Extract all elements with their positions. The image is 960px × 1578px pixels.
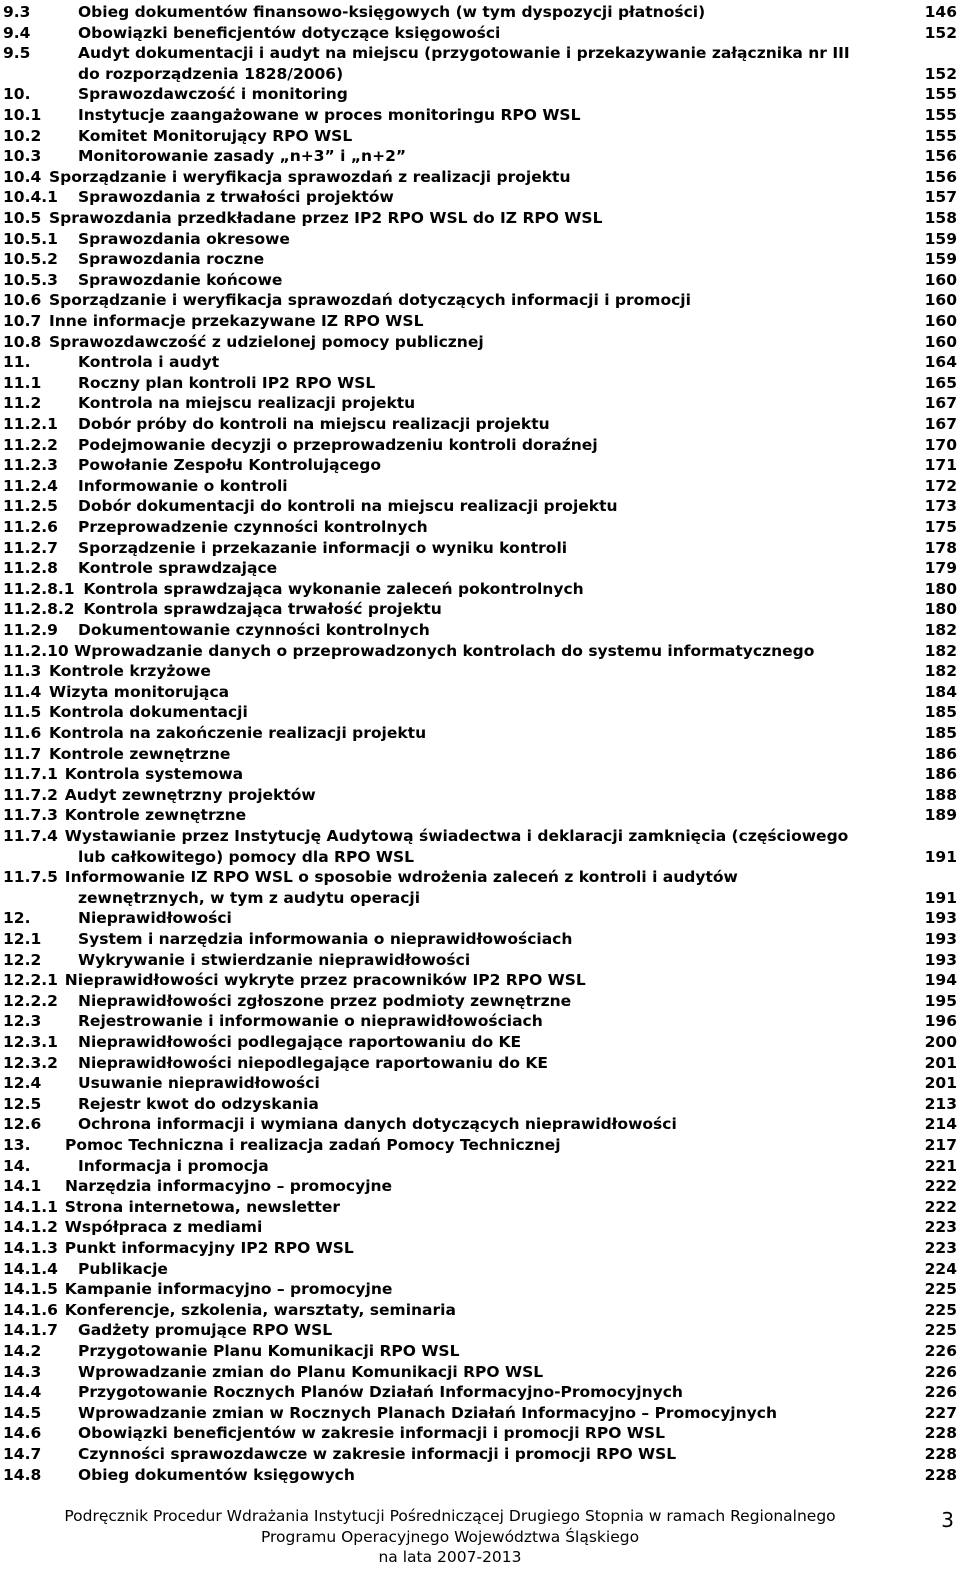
- toc-entry-number: 11.7.3: [3, 806, 58, 825]
- toc-entry[interactable]: [3, 826, 957, 847]
- toc-entry-page: 228: [924, 1445, 957, 1463]
- toc-entry[interactable]: [3, 1217, 957, 1238]
- toc-entry[interactable]: [3, 785, 957, 806]
- toc-entry[interactable]: [3, 682, 957, 703]
- toc-entry[interactable]: [3, 476, 957, 497]
- toc-entry-page: 179: [924, 559, 957, 578]
- toc-entry-page: 173: [924, 497, 957, 516]
- toc-entry-number: 11.2.2: [3, 435, 58, 454]
- toc-entry[interactable]: [3, 64, 957, 85]
- toc-entry-page: 195: [924, 991, 957, 1010]
- toc-entry-page: 225: [924, 1321, 957, 1340]
- toc-entry-page: 228: [924, 1424, 957, 1443]
- toc-entry-page: 152: [924, 64, 957, 83]
- toc-entry-number: 10.4: [3, 167, 42, 186]
- toc-entry-title: Wizyta monitorująca: [49, 682, 230, 701]
- toc-entry-page: 222: [924, 1197, 957, 1216]
- toc-entry-page: 186: [924, 744, 957, 763]
- toc-entry-number: 11.: [3, 353, 31, 372]
- toc-entry-title: do rozporządzenia 1828/2006): [78, 64, 344, 83]
- toc-entry[interactable]: [3, 1423, 957, 1444]
- toc-entry-title: Obowiązki beneficjentów dotyczące księgowości: [78, 23, 501, 42]
- toc-entry-title: Sprawozdanie końcowe: [78, 270, 283, 289]
- toc-entry-title: Wystawianie przez Instytucję Audytową świadectwa i deklaracji zamknięcia (częściowego: [64, 827, 849, 845]
- toc-entry[interactable]: [3, 764, 957, 785]
- toc-entry-number: 9.5: [3, 44, 31, 63]
- toc-entry-title: Wprowadzanie danych o przeprowadzonych kontrolach do systemu informatycznego: [74, 641, 815, 660]
- toc-entry-number: 10.5.2: [3, 250, 58, 269]
- toc-entry-number: 10.8: [3, 332, 42, 351]
- toc-entry-title: Nieprawidłowości zgłoszone przez podmioty zewnętrzne: [78, 991, 572, 1010]
- toc-entry-title: Sprawozdawczość z udzielonej pomocy publicznej: [49, 332, 484, 351]
- toc-entry-page: 223: [924, 1218, 957, 1237]
- toc-entry-page: 175: [924, 518, 957, 536]
- toc-entry-number: 9.4: [3, 23, 31, 42]
- toc-entry[interactable]: [3, 1300, 957, 1321]
- toc-entry-title: Sprawozdania okresowe: [78, 229, 290, 248]
- toc-entry-page: 185: [924, 724, 957, 742]
- toc-entry-number: 12.2.2: [3, 991, 58, 1010]
- toc-entry[interactable]: [3, 1382, 957, 1403]
- toc-entry-page: 171: [924, 456, 957, 475]
- toc-entry-title: Sprawozdania z trwałości projektów: [78, 188, 394, 207]
- toc-entry-page: 155: [924, 85, 957, 104]
- page-number: 3: [941, 1508, 954, 1532]
- toc-entry[interactable]: [3, 744, 957, 765]
- toc-entry-page: 159: [924, 229, 957, 248]
- toc-entry[interactable]: [3, 352, 957, 373]
- toc-entry-number: 10.1: [3, 106, 42, 124]
- footer-line: na lata 2007-2013: [378, 1548, 522, 1567]
- toc-entry-page: 214: [924, 1115, 957, 1134]
- toc-entry-number: 11.3: [3, 662, 42, 681]
- toc-entry-page: 160: [924, 270, 957, 289]
- toc-entry-page: 155: [924, 126, 957, 145]
- footer-line: Podręcznik Procedur Wdrażania Instytucji Pośredniczącej Drugiego Stopnia w ramach Regionalnego: [64, 1507, 836, 1525]
- toc-entry-page: 222: [924, 1177, 957, 1196]
- toc-entry-number: 9.3: [3, 3, 31, 21]
- toc-entry-page: 182: [924, 662, 957, 681]
- toc-entry-number: 11.2.8: [3, 559, 58, 578]
- toc-entry[interactable]: [3, 23, 957, 44]
- toc-entry[interactable]: [3, 1011, 957, 1032]
- toc-entry[interactable]: [3, 2, 957, 23]
- toc-entry-title: Roczny plan kontroli IP2 RPO WSL: [78, 373, 376, 392]
- toc-entry-number: 14.1: [3, 1177, 42, 1196]
- toc-entry-number: 11.2.3: [3, 456, 58, 475]
- toc-entry-page: 155: [924, 106, 957, 124]
- toc-entry-page: 226: [924, 1342, 957, 1360]
- toc-entry-title: Dobór dokumentacji do kontroli na miejscu realizacji projektu: [78, 497, 618, 516]
- toc-entry-page: 152: [924, 23, 957, 42]
- toc-entry-title: Informowanie IZ RPO WSL o sposobie wdrożenia zaleceń z kontroli i audytów: [64, 868, 738, 887]
- toc-entry-number: 12.3: [3, 1012, 42, 1031]
- toc-entry[interactable]: [3, 538, 957, 559]
- toc-entry[interactable]: [3, 290, 957, 311]
- toc-entry-page: 188: [924, 785, 957, 804]
- toc-entry-title: Sporządzanie i weryfikacja sprawozdań z realizacji projektu: [49, 167, 571, 186]
- toc-entry[interactable]: [3, 620, 957, 641]
- toc-entry-title: Kontrola i audyt: [78, 353, 220, 372]
- toc-entry-page: 160: [924, 291, 957, 310]
- toc-entry[interactable]: [3, 146, 957, 167]
- toc-entry-number: 11.2.10: [3, 641, 69, 660]
- toc-entry-page: 156: [924, 147, 957, 166]
- toc-entry-number: 10.3: [3, 147, 42, 166]
- toc-entry[interactable]: [3, 517, 957, 538]
- toc-entry-title: Kontrole krzyżowe: [49, 662, 211, 681]
- toc-entry-title: Inne informacje przekazywane IZ RPO WSL: [49, 312, 424, 330]
- toc-entry-title: Nieprawidłowości: [78, 909, 232, 928]
- toc-entry-page: 157: [924, 188, 957, 207]
- toc-entry-title: zewnętrznych, w tym z audytu operacji: [78, 888, 421, 907]
- toc-entry[interactable]: [3, 805, 957, 826]
- toc-entry[interactable]: [3, 332, 957, 353]
- toc-entry-number: 14.4: [3, 1383, 42, 1402]
- toc-entry-title: Kampanie informacyjno – promocyjne: [64, 1280, 393, 1299]
- toc-entry[interactable]: [3, 167, 957, 188]
- toc-entry-number: 11.7.4: [3, 827, 58, 845]
- toc-entry-title: Sprawozdania roczne: [78, 250, 265, 269]
- toc-entry[interactable]: [3, 1320, 957, 1341]
- toc-entry-page: 160: [924, 332, 957, 351]
- toc-entry-number: 14.1.1: [3, 1197, 58, 1216]
- toc-entry-title: Nieprawidłowości wykryte przez pracowników IP2 RPO WSL: [64, 971, 586, 990]
- toc-entry-page: 227: [924, 1403, 957, 1422]
- toc-entry-page: 228: [924, 1465, 957, 1484]
- toc-entry-title: Ochrona informacji i wymiana danych dotyczących nieprawidłowości: [78, 1115, 677, 1134]
- toc-entry-number: 12.3.2: [3, 1053, 58, 1072]
- toc-entry[interactable]: [3, 599, 957, 620]
- toc-entry-number: 10.7: [3, 312, 42, 330]
- toc-entry[interactable]: [3, 888, 957, 909]
- toc-entry[interactable]: [3, 1403, 957, 1424]
- toc-entry-number: 12.2: [3, 950, 42, 969]
- toc-entry-number: 11.7: [3, 744, 42, 763]
- toc-entry-number: 14.1.4: [3, 1259, 58, 1278]
- toc-entry-title: Kontrole zewnętrzne: [64, 806, 247, 825]
- toc-entry-page: 158: [924, 209, 957, 227]
- toc-entry[interactable]: [3, 1114, 957, 1135]
- toc-entry-title: Dobór próby do kontroli na miejscu realizacji projektu: [78, 415, 550, 433]
- toc-entry-title: Usuwanie nieprawidłowości: [78, 1074, 320, 1093]
- toc-entry-number: 11.2.4: [3, 476, 58, 495]
- toc-entry-title: Audyt zewnętrzny projektów: [64, 785, 316, 804]
- toc-entry-title: Czynności sprawozdawcze w zakresie informacji i promocji RPO WSL: [78, 1445, 677, 1463]
- toc-entry[interactable]: [3, 393, 957, 414]
- toc-entry-page: 164: [924, 353, 957, 372]
- toc-entry[interactable]: [3, 435, 957, 456]
- toc-entry-number: 14.1.5: [3, 1280, 58, 1299]
- toc-entry-title: Kontrola sprawdzająca trwałość projektu: [83, 600, 442, 619]
- toc-entry-title: Pomoc Techniczna i realizacja zadań Pomocy Technicznej: [65, 1136, 561, 1154]
- toc-entry[interactable]: [3, 641, 957, 662]
- toc-entry-page: 193: [924, 909, 957, 928]
- toc-entry-page: 191: [924, 847, 957, 866]
- toc-entry[interactable]: [3, 105, 957, 126]
- toc-entry-page: 184: [924, 682, 957, 701]
- toc-entry-page: 193: [924, 930, 957, 948]
- toc-entry[interactable]: [3, 847, 957, 868]
- toc-entry-number: 14.1.6: [3, 1300, 58, 1319]
- toc-entry-number: 12.3.1: [3, 1033, 58, 1051]
- footer-line: Programu Operacyjnego Województwa Śląskiego: [260, 1527, 640, 1546]
- toc-entry-title: Kontrola systemowa: [64, 765, 244, 784]
- toc-entry-title: Kontrola na zakończenie realizacji projektu: [49, 724, 427, 742]
- toc-entry[interactable]: [3, 1341, 957, 1362]
- toc-entry-page: 224: [924, 1259, 957, 1278]
- toc-entry-title: Rejestr kwot do odzyskania: [78, 1094, 319, 1113]
- toc-entry-title: Obieg dokumentów finansowo-księgowych (w tym dyspozycji płatności): [78, 3, 706, 21]
- toc-entry-title: Informowanie o kontroli: [78, 476, 288, 495]
- toc-entry[interactable]: [3, 1444, 957, 1465]
- toc-entry-title: Przygotowanie Rocznych Planów Działań Informacyjno-Promocyjnych: [78, 1383, 683, 1402]
- toc-entry-page: 226: [924, 1383, 957, 1402]
- toc-entry-number: 12.: [3, 909, 31, 928]
- toc-entry-title: Publikacje: [78, 1259, 168, 1278]
- toc-entry-page: 180: [924, 579, 957, 598]
- toc-entry-title: Strona internetowa, newsletter: [64, 1197, 341, 1216]
- toc-entry-number: 11.2.7: [3, 538, 58, 557]
- toc-entry-number: 14.7: [3, 1445, 42, 1463]
- toc-entry[interactable]: [3, 1032, 957, 1053]
- toc-entry[interactable]: [3, 908, 957, 929]
- toc-entry-title: Podejmowanie decyzji o przeprowadzeniu kontroli doraźnej: [78, 435, 598, 454]
- toc-entry[interactable]: [3, 1135, 957, 1156]
- toc-entry-number: 10.5: [3, 209, 42, 227]
- toc-entry[interactable]: [3, 311, 957, 332]
- toc-entry-title: Punkt informacyjny IP2 RPO WSL: [64, 1239, 354, 1257]
- toc-entry-number: 11.2.1: [3, 415, 58, 433]
- toc-entry[interactable]: [3, 229, 957, 250]
- toc-entry[interactable]: [3, 270, 957, 291]
- toc-entry-page: 201: [924, 1074, 957, 1093]
- toc-entry-number: 12.1: [3, 930, 42, 948]
- toc-entry-number: 11.2.8.1: [3, 579, 75, 598]
- toc-entry-number: 12.5: [3, 1094, 42, 1113]
- toc-entry[interactable]: [3, 1176, 957, 1197]
- toc-entry-number: 13.: [3, 1136, 31, 1154]
- toc-entry-page: 221: [924, 1156, 957, 1175]
- toc-entry-page: 167: [924, 415, 957, 433]
- toc-entry-page: 170: [924, 435, 957, 454]
- toc-entry-title: Dokumentowanie czynności kontrolnych: [78, 621, 430, 639]
- toc-entry-number: 11.2.8.2: [3, 600, 75, 619]
- toc-entry-title: Monitorowanie zasady „n+3” i „n+2”: [78, 147, 407, 166]
- toc-entry-title: Kontrole zewnętrzne: [49, 744, 231, 763]
- toc-entry-number: 10.2: [3, 126, 42, 145]
- toc-entry-number: 10.6: [3, 291, 42, 310]
- toc-entry[interactable]: [3, 558, 957, 579]
- toc-entry-title: Współpraca z mediami: [64, 1218, 263, 1237]
- toc-entry-page: 167: [924, 394, 957, 413]
- toc-entry-title: Wprowadzanie zmian do Planu Komunikacji RPO WSL: [78, 1362, 544, 1381]
- toc-entry[interactable]: [3, 1073, 957, 1094]
- toc-entry-title: Informacja i promocja: [78, 1156, 269, 1175]
- toc-entry-title: Wykrywanie i stwierdzanie nieprawidłowości: [78, 950, 471, 969]
- toc-entry[interactable]: [3, 723, 957, 744]
- toc-entry-page: 226: [924, 1362, 957, 1381]
- toc-entry-page: 194: [924, 971, 957, 990]
- toc-entry[interactable]: [3, 496, 957, 517]
- toc-entry-title: lub całkowitego) pomocy dla RPO WSL: [78, 847, 415, 866]
- toc-entry-number: 14.1.2: [3, 1218, 58, 1237]
- toc-entry-title: Przygotowanie Planu Komunikacji RPO WSL: [78, 1342, 460, 1360]
- toc-entry-number: 11.2.5: [3, 497, 58, 516]
- toc-entry-page: 156: [924, 167, 957, 186]
- toc-entry[interactable]: [3, 373, 957, 394]
- toc-entry-title: Komitet Monitorujący RPO WSL: [78, 126, 353, 145]
- toc-entry-number: 10.: [3, 85, 31, 104]
- toc-entry-page: 191: [924, 888, 957, 907]
- toc-entry-page: 172: [924, 476, 957, 495]
- toc-entry[interactable]: [3, 1053, 957, 1074]
- toc-entry-title: Kontrola sprawdzająca wykonanie zaleceń pokontrolnych: [83, 579, 584, 598]
- toc-entry-number: 11.5: [3, 703, 42, 722]
- toc-entry-number: 10.4.1: [3, 188, 58, 207]
- toc-entry-title: Konferencje, szkolenia, warsztaty, seminaria: [64, 1300, 456, 1319]
- toc-entry[interactable]: [3, 414, 957, 435]
- toc-entry[interactable]: [3, 950, 957, 971]
- toc-entry-title: Sporządzanie i weryfikacja sprawozdań dotyczących informacji i promocji: [49, 291, 691, 310]
- toc-entry[interactable]: [3, 1259, 957, 1280]
- toc-entry[interactable]: [3, 1094, 957, 1115]
- toc-entry-title: Narzędzia informacyjno – promocyjne: [65, 1177, 393, 1196]
- toc-entry-title: Kontrola dokumentacji: [49, 703, 248, 722]
- toc-entry[interactable]: [3, 84, 957, 105]
- toc-entry-number: 14.6: [3, 1424, 42, 1443]
- toc-entry[interactable]: [3, 208, 957, 229]
- toc-entry-number: 11.2.9: [3, 621, 58, 639]
- toc-entry[interactable]: [3, 1279, 957, 1300]
- toc-entry-page: 223: [924, 1239, 957, 1257]
- toc-entry-page: 189: [924, 806, 957, 825]
- toc-entry-title: Wprowadzanie zmian w Rocznych Planach Działań Informacyjno – Promocyjnych: [78, 1403, 777, 1422]
- toc-entry[interactable]: [3, 1238, 957, 1259]
- toc-entry-title: Sprawozdania przedkładane przez IP2 RPO WSL do IZ RPO WSL: [49, 209, 603, 227]
- toc-entry[interactable]: [3, 1197, 957, 1218]
- toc-entry-number: 12.6: [3, 1115, 42, 1134]
- toc-entry-number: 12.4: [3, 1074, 42, 1093]
- toc-entry-page: 225: [924, 1300, 957, 1319]
- toc-entry[interactable]: [3, 970, 957, 991]
- toc-entry-title: Przeprowadzenie czynności kontrolnych: [78, 518, 428, 536]
- toc-entry-page: 165: [924, 373, 957, 392]
- toc-entry-number: 14.2: [3, 1342, 42, 1360]
- toc-entry-title: Sprawozdawczość i monitoring: [78, 85, 348, 104]
- toc-entry-number: 14.8: [3, 1465, 42, 1484]
- toc-entry-page: 182: [924, 641, 957, 660]
- toc-entry-page: 160: [924, 312, 957, 330]
- toc-entry-number: 11.6: [3, 724, 42, 742]
- toc-entry-page: 213: [924, 1094, 957, 1113]
- toc-entry[interactable]: [3, 702, 957, 723]
- toc-entry-title: Nieprawidłowości podlegające raportowaniu do KE: [78, 1033, 522, 1051]
- toc-entry-number: 14.5: [3, 1403, 42, 1422]
- toc-entry[interactable]: [3, 579, 957, 600]
- toc-entry-page: 159: [924, 250, 957, 269]
- toc-entry-page: 225: [924, 1280, 957, 1299]
- toc-entry-number: 12.2.1: [3, 971, 58, 990]
- toc-entry[interactable]: [3, 929, 957, 950]
- toc-entry-page: 196: [924, 1012, 957, 1031]
- toc-entry[interactable]: [3, 867, 957, 888]
- toc-entry-page: 193: [924, 950, 957, 969]
- toc-entry-number: 11.7.5: [3, 868, 58, 887]
- toc-entry[interactable]: [3, 661, 957, 682]
- toc-entry[interactable]: [3, 187, 957, 208]
- toc-entry-title: Rejestrowanie i informowanie o nieprawidłowościach: [78, 1012, 543, 1031]
- toc-entry-number: 11.7.2: [3, 785, 58, 804]
- toc-entry-number: 14.1.7: [3, 1321, 58, 1340]
- toc-entry-page: 182: [924, 621, 957, 639]
- toc-entry-number: 11.7.1: [3, 765, 58, 784]
- toc-entry[interactable]: [3, 43, 957, 64]
- toc-entry[interactable]: [3, 1156, 957, 1177]
- toc-entry[interactable]: [3, 249, 957, 270]
- toc-entry[interactable]: [3, 126, 957, 147]
- toc-entry-title: Kontrole sprawdzające: [78, 559, 278, 578]
- document-footer: [0, 1506, 960, 1568]
- toc-entry-number: 11.1: [3, 373, 42, 392]
- toc-entry-number: 11.2: [3, 394, 42, 413]
- toc-entry-page: 200: [924, 1033, 957, 1051]
- toc-entry-page: 178: [924, 538, 957, 557]
- toc-entry[interactable]: [3, 1465, 957, 1486]
- toc-entry-title: Kontrola na miejscu realizacji projektu: [78, 394, 416, 413]
- toc-entry-title: Audyt dokumentacji i audyt na miejscu (przygotowanie i przekazywanie załącznika nr III: [78, 44, 850, 63]
- toc-entry-title: Powołanie Zespołu Kontrolującego: [78, 456, 382, 475]
- toc-entry-page: 146: [924, 3, 957, 21]
- toc-entry-number: 11.2.6: [3, 518, 58, 536]
- toc-entry-number: 11.4: [3, 682, 42, 701]
- toc-entry-title: Sporządzenie i przekazanie informacji o wyniku kontroli: [78, 538, 568, 557]
- toc-entry[interactable]: [3, 991, 957, 1012]
- toc-entry-page: 217: [924, 1136, 957, 1154]
- toc-entry-page: 185: [924, 703, 957, 722]
- toc-entry-number: 14.3: [3, 1362, 42, 1381]
- toc-entry-title: Obowiązki beneficjentów w zakresie informacji i promocji RPO WSL: [78, 1424, 665, 1443]
- toc-entry-title: System i narzędzia informowania o nieprawidłowościach: [78, 930, 573, 948]
- toc-entry-title: Nieprawidłowości niepodlegające raportowaniu do KE: [78, 1053, 549, 1072]
- toc-entry-number: 10.5.3: [3, 270, 58, 289]
- toc-entry[interactable]: [3, 1362, 957, 1383]
- toc-entry-number: 14.: [3, 1156, 31, 1175]
- toc-entry-title: Gadżety promujące RPO WSL: [78, 1321, 333, 1340]
- toc-entry-page: 201: [924, 1053, 957, 1072]
- toc-entry[interactable]: [3, 455, 957, 476]
- toc-entry-page: 186: [924, 765, 957, 784]
- toc-entry-number: 10.5.1: [3, 229, 58, 248]
- toc-entry-number: 14.1.3: [3, 1239, 58, 1257]
- toc-entry-title: Instytucje zaangażowane w proces monitoringu RPO WSL: [78, 106, 581, 124]
- toc-entry-page: 180: [924, 600, 957, 619]
- toc-entry-title: Obieg dokumentów księgowych: [78, 1465, 355, 1484]
